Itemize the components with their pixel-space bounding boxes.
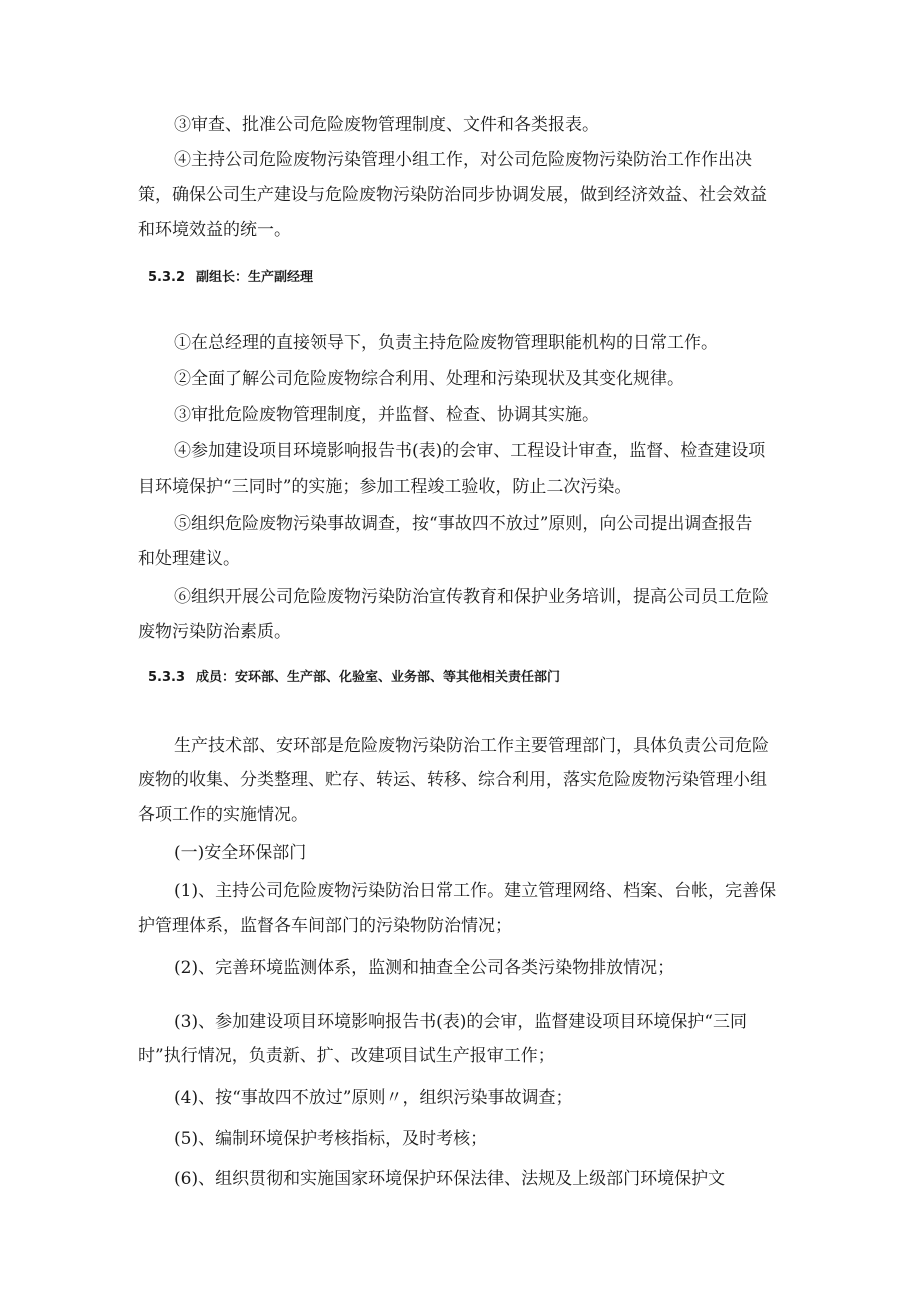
paragraph-line: ⑤组织危险废物污染事故调查，按“事故四不放过”原则，向公司提出调查报告 xyxy=(174,514,753,534)
paragraph-line: ④主持公司危险废物污染管理小组工作，对公司危险废物污染防治工作作出决 xyxy=(174,150,752,170)
paragraph-line: 废物的收集、分类整理、贮存、转运、转移、综合利用，落实危险废物污染管理小组 xyxy=(138,770,767,790)
paragraph-line: (4)、按“事故四不放过”原则〃，组织污染事故调查； xyxy=(174,1088,573,1108)
paragraph-line: ②全面了解公司危险废物综合利用、处理和污染现状及其变化规律。 xyxy=(174,369,684,389)
paragraph-line: 废物污染防治素质。 xyxy=(138,622,291,642)
paragraph-line: (2)、完善环境监测体系，监测和抽查全公司各类污染物排放情况； xyxy=(174,958,675,978)
section-title: 副组长：生产副经理 xyxy=(196,270,314,285)
paragraph-line: (5)、编制环境保护考核指标，及时考核； xyxy=(174,1129,488,1149)
paragraph-line: 目环境保护“三同时”的实施；参加工程竣工验收，防止二次污染。 xyxy=(138,477,632,497)
paragraph-line: (6)、组织贯彻和实施国家环境保护环保法律、法规及上级部门环境保护文 xyxy=(174,1169,726,1189)
paragraph-line: ③审批危险废物管理制度，并监督、检查、协调其实施。 xyxy=(174,405,599,425)
paragraph-line: (3)、参加建设项目环境影响报告书(表)的会审，监督建设项目环境保护“三同 xyxy=(174,1012,748,1032)
paragraph-line: 生产技术部、安环部是危险废物污染防治工作主要管理部门，具体负责公司危险 xyxy=(174,736,769,756)
paragraph-line: ①在总经理的直接领导下，负责主持危险废物管理职能机构的日常工作。 xyxy=(174,333,718,353)
section-number: 5.3.3 xyxy=(148,670,186,685)
section-number: 5.3.2 xyxy=(148,270,186,285)
paragraph-line: 和环境效益的统一。 xyxy=(138,220,291,240)
paragraph-line: 策，确保公司生产建设与危险废物污染防治同步协调发展，做到经济效益、社会效益 xyxy=(138,185,767,205)
section-heading-5-3-2 xyxy=(148,268,313,288)
paragraph-line: 时”执行情况，负责新、扩、改建项目试生产报审工作； xyxy=(138,1046,555,1066)
paragraph-line: 和处理建议。 xyxy=(138,549,240,569)
section-title: 成员：安环部、生产部、化验室、业务部、等其他相关责任部门 xyxy=(196,670,561,685)
paragraph-line: (1)、主持公司危险废物污染防治日常工作。建立管理网络、档案、台帐，完善保 xyxy=(174,881,777,901)
paragraph-line: ⑥组织开展公司危险废物污染防治宣传教育和保护业务培训，提高公司员工危险 xyxy=(174,587,769,607)
paragraph-line: 护管理体系，监督各车间部门的污染物防治情况； xyxy=(138,916,512,936)
paragraph-line: ④参加建设项目环境影响报告书(表)的会审、工程设计审查，监督、检查建设项 xyxy=(174,441,766,461)
paragraph-line: (一)安全环保部门 xyxy=(174,843,307,863)
paragraph-line: ③审查、批准公司危险废物管理制度、文件和各类报表。 xyxy=(174,115,599,135)
section-heading-5-3-3 xyxy=(148,668,560,688)
paragraph-line: 各项工作的实施情况。 xyxy=(138,805,308,825)
